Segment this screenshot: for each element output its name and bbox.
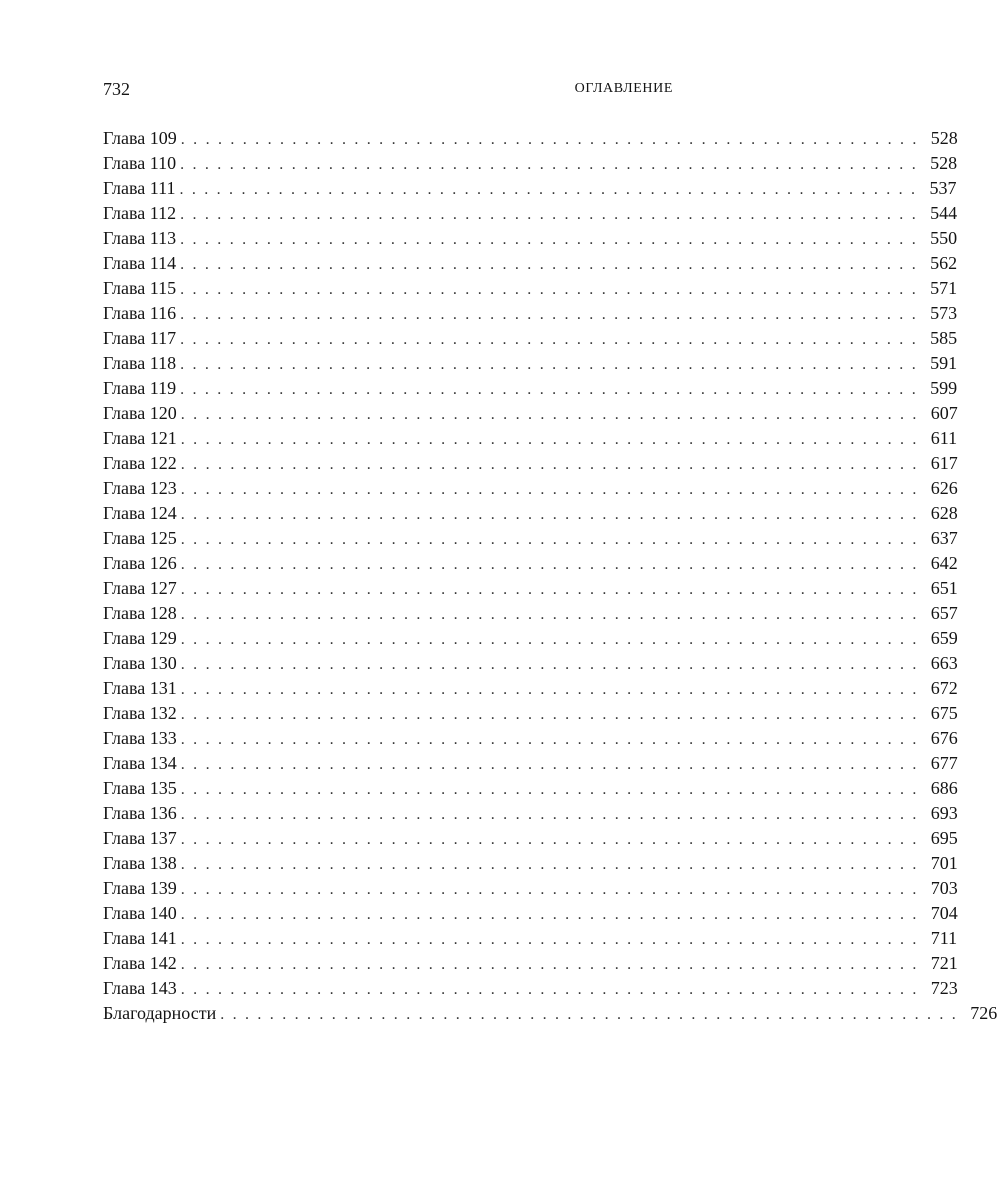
toc-entry-page: 528 bbox=[930, 128, 958, 148]
toc-entry-title: Глава 126 bbox=[103, 553, 177, 573]
toc-entry[interactable] bbox=[103, 226, 958, 251]
toc-entry-title: Глава 114 bbox=[103, 253, 177, 273]
toc-entry-title: Благодарности bbox=[103, 1003, 217, 1023]
dot-leader: ............................................................ bbox=[180, 656, 925, 673]
dot-leader: ............................................................ bbox=[180, 406, 925, 423]
toc-entry-title: Глава 141 bbox=[103, 928, 177, 948]
dot-leader: ............................................................ bbox=[180, 331, 925, 348]
toc-entry[interactable] bbox=[103, 476, 958, 501]
dot-leader: ............................................................ bbox=[180, 306, 925, 323]
toc-entry-title: Глава 140 bbox=[103, 903, 177, 923]
toc-entry-title: Глава 121 bbox=[103, 428, 177, 448]
toc-entry-page: 672 bbox=[930, 678, 958, 698]
dot-leader: ............................................................ bbox=[180, 606, 925, 623]
toc-entry-page: 571 bbox=[930, 278, 958, 298]
dot-leader: ............................................................ bbox=[180, 356, 925, 373]
toc-entry-title: Глава 143 bbox=[103, 978, 177, 998]
toc-entry-title: Глава 138 bbox=[103, 853, 177, 873]
dot-leader: ............................................................ bbox=[180, 881, 925, 898]
toc-entry-page: 693 bbox=[930, 803, 958, 823]
dot-leader: ............................................................ bbox=[180, 956, 925, 973]
toc-entry[interactable] bbox=[103, 626, 958, 651]
toc-entry-page: 704 bbox=[930, 903, 958, 923]
toc-entry-page: 642 bbox=[930, 553, 958, 573]
toc-entry-page: 617 bbox=[930, 453, 958, 473]
toc-entry-title: Глава 129 bbox=[103, 628, 177, 648]
dot-leader: ............................................................ bbox=[180, 281, 925, 298]
dot-leader: ............................................................ bbox=[180, 856, 925, 873]
toc-entry[interactable] bbox=[103, 551, 958, 576]
toc-entry[interactable] bbox=[103, 1001, 997, 1026]
toc-entry-page: 591 bbox=[930, 353, 958, 373]
toc-entry[interactable] bbox=[103, 851, 958, 876]
dot-leader: ............................................................ bbox=[180, 931, 925, 948]
toc-entry-title: Глава 123 bbox=[103, 478, 177, 498]
dot-leader: ............................................................ bbox=[180, 731, 925, 748]
toc-entry-page: 573 bbox=[930, 303, 958, 323]
dot-leader: ............................................................ bbox=[180, 756, 925, 773]
toc-entry-page: 695 bbox=[930, 828, 958, 848]
toc-entry-title: Глава 117 bbox=[103, 328, 177, 348]
toc-entry-title: Глава 124 bbox=[103, 503, 177, 523]
dot-leader: ............................................................ bbox=[180, 981, 925, 998]
toc-entry-page: 726 bbox=[970, 1003, 997, 1023]
toc-entry[interactable] bbox=[103, 176, 957, 201]
toc-entry[interactable] bbox=[103, 201, 958, 226]
toc-entry-page: 701 bbox=[930, 853, 958, 873]
dot-leader: ............................................................ bbox=[180, 131, 925, 148]
toc-entry-title: Глава 130 bbox=[103, 653, 177, 673]
toc-entry-title: Глава 115 bbox=[103, 278, 177, 298]
dot-leader: ............................................................ bbox=[180, 581, 925, 598]
toc-entry[interactable] bbox=[103, 651, 958, 676]
dot-leader: ............................................................ bbox=[180, 206, 925, 223]
toc-entry-page: 711 bbox=[930, 928, 958, 948]
toc-entry-title: Глава 109 bbox=[103, 128, 177, 148]
toc-entry[interactable] bbox=[103, 451, 958, 476]
toc-entry[interactable] bbox=[103, 801, 958, 826]
dot-leader: ............................................................ bbox=[180, 231, 925, 248]
toc-entry-title: Глава 137 bbox=[103, 828, 177, 848]
dot-leader: ............................................................ bbox=[180, 681, 925, 698]
toc-entry[interactable] bbox=[103, 601, 958, 626]
toc-entry-title: Глава 113 bbox=[103, 228, 177, 248]
toc-entry[interactable] bbox=[103, 301, 958, 326]
dot-leader: ............................................................ bbox=[179, 181, 924, 198]
dot-leader: ............................................................ bbox=[220, 1006, 965, 1023]
toc-entry[interactable] bbox=[103, 876, 958, 901]
dot-leader: ............................................................ bbox=[180, 906, 925, 923]
toc-entry[interactable] bbox=[103, 351, 958, 376]
toc-entry[interactable] bbox=[103, 901, 958, 926]
toc-entry-page: 723 bbox=[930, 978, 958, 998]
toc-entry[interactable] bbox=[103, 276, 958, 301]
toc-entry-title: Глава 139 bbox=[103, 878, 177, 898]
toc-entry-title: Глава 116 bbox=[103, 303, 177, 323]
toc-entry[interactable] bbox=[103, 251, 958, 276]
toc-entry-page: 663 bbox=[930, 653, 958, 673]
toc-entry-page: 544 bbox=[930, 203, 958, 223]
toc-entry-title: Глава 142 bbox=[103, 953, 177, 973]
toc-entry-title: Глава 120 bbox=[103, 403, 177, 423]
toc-entry-page: 528 bbox=[930, 153, 958, 173]
toc-entry[interactable] bbox=[103, 326, 958, 351]
toc-entry-page: 659 bbox=[930, 628, 958, 648]
toc-entry-page: 721 bbox=[930, 953, 958, 973]
toc-entry-page: 607 bbox=[930, 403, 958, 423]
dot-leader: ............................................................ bbox=[180, 556, 925, 573]
toc-entry-page: 657 bbox=[930, 603, 958, 623]
toc-entry[interactable] bbox=[103, 426, 958, 451]
dot-leader: ............................................................ bbox=[180, 706, 925, 723]
toc-entry[interactable] bbox=[103, 501, 958, 526]
toc-entry-title: Глава 110 bbox=[103, 153, 177, 173]
toc-entry[interactable] bbox=[103, 926, 958, 951]
dot-leader: ............................................................ bbox=[180, 506, 925, 523]
toc-entry-page: 626 bbox=[930, 478, 958, 498]
toc-entry-title: Глава 135 bbox=[103, 778, 177, 798]
toc-entry-page: 550 bbox=[930, 228, 958, 248]
toc-entry-title: Глава 111 bbox=[103, 178, 176, 198]
dot-leader: ............................................................ bbox=[180, 781, 925, 798]
toc-entry-page: 637 bbox=[930, 528, 958, 548]
toc-entry[interactable] bbox=[103, 951, 958, 976]
page-number: 732 bbox=[103, 79, 130, 99]
toc-entry-page: 562 bbox=[930, 253, 958, 273]
toc-entry-title: Глава 127 bbox=[103, 578, 177, 598]
toc-entry[interactable] bbox=[103, 576, 958, 601]
toc-entry[interactable] bbox=[103, 676, 958, 701]
dot-leader: ............................................................ bbox=[180, 831, 925, 848]
toc-entry-title: Глава 132 bbox=[103, 703, 177, 723]
toc-entry[interactable] bbox=[103, 776, 958, 801]
toc-entry-title: Глава 119 bbox=[103, 378, 177, 398]
toc-entry[interactable] bbox=[103, 376, 958, 401]
toc-entry[interactable] bbox=[103, 126, 958, 151]
toc-entry-page: 585 bbox=[930, 328, 958, 348]
toc-entry-title: Глава 136 bbox=[103, 803, 177, 823]
toc-entry-page: 686 bbox=[930, 778, 958, 798]
toc-entry[interactable] bbox=[103, 751, 958, 776]
toc-entry-title: Глава 131 bbox=[103, 678, 177, 698]
toc-entry-page: 703 bbox=[930, 878, 958, 898]
toc-entry-page: 675 bbox=[930, 703, 958, 723]
dot-leader: ............................................................ bbox=[180, 381, 925, 398]
toc-entry-page: 599 bbox=[930, 378, 958, 398]
toc-entry-title: Глава 133 bbox=[103, 728, 177, 748]
running-head: ОГЛАВЛЕНИЕ bbox=[574, 81, 673, 96]
toc-entry-page: 677 bbox=[930, 753, 958, 773]
table-of-contents bbox=[103, 126, 997, 1026]
toc-entry-page: 676 bbox=[930, 728, 958, 748]
toc-entry-title: Глава 112 bbox=[103, 203, 177, 223]
toc-entry-title: Глава 134 bbox=[103, 753, 177, 773]
toc-entry[interactable] bbox=[103, 976, 958, 1001]
toc-entry-page: 651 bbox=[930, 578, 958, 598]
toc-entry-page: 611 bbox=[930, 428, 958, 448]
dot-leader: ............................................................ bbox=[180, 531, 925, 548]
dot-leader: ............................................................ bbox=[180, 806, 925, 823]
toc-entry[interactable] bbox=[103, 826, 958, 851]
toc-entry[interactable] bbox=[103, 726, 958, 751]
toc-entry-title: Глава 118 bbox=[103, 353, 177, 373]
toc-entry[interactable] bbox=[103, 151, 958, 176]
dot-leader: ............................................................ bbox=[180, 456, 925, 473]
toc-entry-page: 628 bbox=[930, 503, 958, 523]
dot-leader: ............................................................ bbox=[180, 481, 925, 498]
toc-entry-page: 537 bbox=[929, 178, 957, 198]
toc-entry-title: Глава 128 bbox=[103, 603, 177, 623]
toc-entry[interactable] bbox=[103, 701, 958, 726]
dot-leader: ............................................................ bbox=[180, 431, 925, 448]
dot-leader: ............................................................ bbox=[180, 156, 925, 173]
dot-leader: ............................................................ bbox=[180, 256, 925, 273]
dot-leader: ............................................................ bbox=[180, 631, 925, 648]
toc-entry[interactable] bbox=[103, 526, 958, 551]
toc-entry[interactable] bbox=[103, 401, 958, 426]
toc-entry-title: Глава 125 bbox=[103, 528, 177, 548]
toc-entry-title: Глава 122 bbox=[103, 453, 177, 473]
